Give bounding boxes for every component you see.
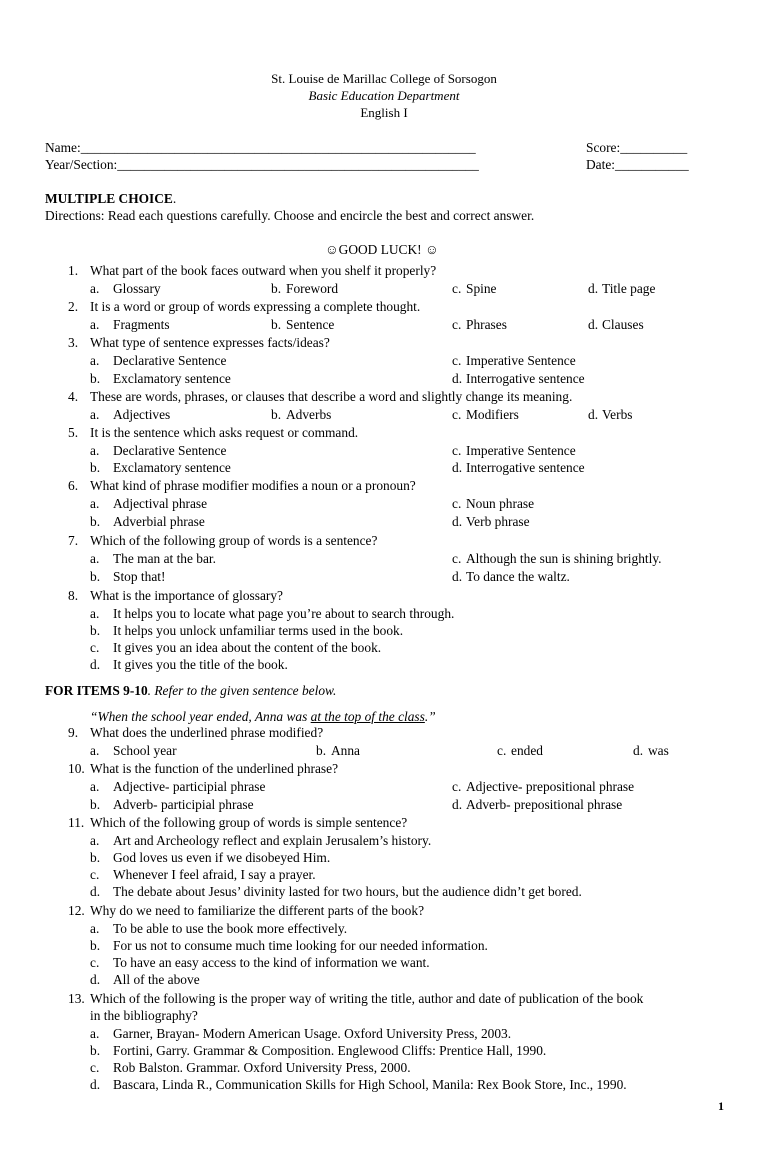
option-text: Modifiers — [466, 407, 519, 422]
option-letter: d. — [633, 743, 644, 758]
option-letter: d. — [588, 407, 599, 422]
option-text: Phrases — [466, 317, 507, 332]
option-letter: a. — [90, 833, 100, 848]
question-text: What type of sentence expresses facts/ideas? — [90, 335, 330, 350]
option-letter: b. — [90, 797, 101, 812]
option-text: Verb phrase — [466, 514, 530, 529]
question-number: 3. — [68, 335, 79, 350]
option-letter: d. — [90, 884, 101, 899]
option-letter: d. — [588, 317, 599, 332]
subject-name: English I — [360, 105, 408, 120]
question-number: 12. — [68, 903, 85, 918]
section-title-text: MULTIPLE CHOICE — [45, 191, 173, 206]
option-text: Declarative Sentence — [113, 353, 227, 368]
question-text: What does the underlined phrase modified? — [90, 725, 324, 740]
option-letter: c. — [452, 551, 462, 566]
option-text: Adjective- participial phrase — [113, 779, 266, 794]
items-9-10-label: FOR ITEMS 9-10 — [45, 683, 148, 698]
option-text: To dance the waltz. — [466, 569, 570, 584]
question-number: 4. — [68, 389, 79, 404]
option-text: Adverb- prepositional phrase — [466, 797, 623, 812]
section-title-punct: . — [172, 191, 177, 206]
question-text: What is the importance of glossary? — [90, 588, 283, 603]
option-text: To have an easy access to the kind of information we want. — [113, 955, 430, 970]
option-text: Bascara, Linda R., Communication Skills for High School, Manila: Rex Book Store, Inc., 1990. — [113, 1077, 627, 1092]
question-text: Which of the following group of words is simple sentence? — [90, 815, 408, 830]
option-letter: d. — [452, 371, 463, 386]
option-text: Imperative Sentence — [466, 443, 576, 458]
question-number: 6. — [68, 478, 79, 493]
option-text: Adjectival phrase — [113, 496, 208, 511]
option-letter: b. — [271, 281, 282, 296]
option-text: Rob Balston. Grammar. Oxford University Press, 2000. — [113, 1060, 411, 1075]
option-letter: c. — [90, 955, 100, 970]
option-text: All of the above — [113, 972, 200, 987]
option-text: Noun phrase — [466, 496, 535, 511]
option-letter: c. — [90, 640, 100, 655]
option-letter: d. — [90, 657, 101, 672]
question-text: What is the function of the underlined phrase? — [90, 761, 339, 776]
option-text: Adverb- participial phrase — [113, 797, 254, 812]
question-number: 11. — [68, 815, 85, 830]
option-text: Clauses — [602, 317, 644, 332]
good-luck: ☺GOOD LUCK! ☺ — [325, 242, 439, 257]
option-letter: d. — [452, 460, 463, 475]
option-letter: d. — [452, 514, 463, 529]
option-text: Although the sun is shining brightly. — [466, 551, 662, 566]
question-number: 5. — [68, 425, 79, 440]
option-text: Exclamatory sentence — [113, 371, 231, 386]
option-letter: a. — [90, 1026, 100, 1041]
option-text: Imperative Sentence — [466, 353, 576, 368]
option-letter: a. — [90, 407, 100, 422]
question-number: 13. — [68, 991, 85, 1006]
department-name: Basic Education Department — [308, 88, 460, 103]
option-text: Adjectives — [113, 407, 171, 422]
question-number: 2. — [68, 299, 79, 314]
option-letter: a. — [90, 743, 100, 758]
option-letter: c. — [452, 317, 462, 332]
section-title — [45, 190, 176, 207]
option-letter: b. — [90, 371, 101, 386]
option-letter: b. — [90, 1043, 101, 1058]
option-text: Verbs — [602, 407, 633, 422]
option-text: Title page — [602, 281, 656, 296]
question-text-continued: in the bibliography? — [90, 1008, 198, 1023]
option-text: was — [648, 743, 669, 758]
option-letter: b. — [90, 569, 101, 584]
option-letter: c. — [452, 443, 462, 458]
option-text: The debate about Jesus’ divinity lasted for two hours, but the audience didn’t get bored. — [113, 884, 582, 899]
question-text: What part of the book faces outward when you shelf it properly? — [90, 263, 437, 278]
option-text: Fortini, Garry. Grammar & Composition. Englewood Cliffs: Prentice Hall, 1990. — [113, 1043, 547, 1058]
option-text: It gives you the title of the book. — [113, 657, 288, 672]
option-letter: d. — [588, 281, 599, 296]
option-letter: c. — [497, 743, 507, 758]
option-text: It helps you to locate what page you’re about to search through. — [113, 606, 455, 621]
question-number: 1. — [68, 263, 79, 278]
option-text: Interrogative sentence — [466, 371, 585, 386]
option-text: Declarative Sentence — [113, 443, 227, 458]
option-letter: c. — [452, 281, 462, 296]
option-text: Adjective- prepositional phrase — [466, 779, 635, 794]
directions: Directions: Read each questions carefully. Choose and encircle the best and correct answer. — [45, 208, 535, 223]
option-letter: c. — [90, 1060, 100, 1075]
option-text: It gives you an idea about the content of the book. — [113, 640, 382, 655]
option-letter: c. — [90, 867, 100, 882]
option-text: Foreword — [286, 281, 339, 296]
option-letter: b. — [90, 850, 101, 865]
option-letter: a. — [90, 606, 100, 621]
question-text: Which of the following is the proper way of writing the title, author and date of publication of the book — [90, 991, 644, 1006]
option-letter: a. — [90, 551, 100, 566]
question-number: 9. — [68, 725, 79, 740]
option-letter: b. — [90, 460, 101, 475]
option-letter: c. — [452, 407, 462, 422]
question-text: These are words, phrases, or clauses that describe a word and slightly change its meaning. — [90, 389, 573, 404]
option-text: To be able to use the book more effectively. — [113, 921, 348, 936]
items-9-10-instruction: . Refer to the given sentence below. — [147, 683, 337, 698]
option-letter: d. — [90, 1077, 101, 1092]
question-text: What kind of phrase modifier modifies a noun or a pronoun? — [90, 478, 416, 493]
option-text: Exclamatory sentence — [113, 460, 231, 475]
option-letter: d. — [90, 972, 101, 987]
option-letter: b. — [271, 317, 282, 332]
option-letter: d. — [452, 797, 463, 812]
option-text: Spine — [466, 281, 497, 296]
option-letter: c. — [452, 496, 462, 511]
question-text: Why do we need to familiarize the different parts of the book? — [90, 903, 425, 918]
option-text: Art and Archeology reflect and explain Jerusalem’s history. — [113, 833, 432, 848]
option-text: The man at the bar. — [113, 551, 216, 566]
question-number: 8. — [68, 588, 79, 603]
option-text: It helps you unlock unfamiliar terms used in the book. — [113, 623, 404, 638]
question-text: Which of the following group of words is a sentence? — [90, 533, 378, 548]
option-letter: a. — [90, 496, 100, 511]
option-letter: c. — [452, 779, 462, 794]
page-number: 1 — [718, 1099, 724, 1113]
option-letter: a. — [90, 921, 100, 936]
question-text: It is a word or group of words expressing a complete thought. — [90, 299, 421, 314]
date-field: Date:___________ — [586, 157, 689, 172]
question-number: 10. — [68, 761, 85, 776]
option-text: Adverbial phrase — [113, 514, 205, 529]
school-name: St. Louise de Marillac College of Sorsogon — [271, 71, 497, 86]
option-text: Interrogative sentence — [466, 460, 585, 475]
option-text: Adverbs — [286, 407, 332, 422]
option-text: Glossary — [113, 281, 161, 296]
option-text: ended — [511, 743, 543, 758]
sentence-underlined-phrase: at the top of the class — [310, 709, 425, 724]
option-letter: b. — [90, 938, 101, 953]
option-text: Stop that! — [113, 569, 166, 584]
score-field: Score:__________ — [586, 140, 688, 155]
question-text: It is the sentence which asks request or command. — [90, 425, 359, 440]
option-text: School year — [113, 743, 177, 758]
sentence-after: .” — [424, 709, 436, 724]
option-text: Garner, Brayan- Modern American Usage. Oxford University Press, 2003. — [113, 1026, 512, 1041]
given-sentence — [90, 708, 436, 725]
option-text: Fragments — [113, 317, 170, 332]
option-letter: a. — [90, 353, 100, 368]
option-text: Whenever I feel afraid, I say a prayer. — [113, 867, 316, 882]
option-letter: a. — [90, 281, 100, 296]
option-letter: b. — [90, 514, 101, 529]
option-letter: b. — [316, 743, 327, 758]
option-text: For us not to consume much time looking for our needed information. — [113, 938, 488, 953]
option-letter: b. — [90, 623, 101, 638]
option-text: God loves us even if we disobeyed Him. — [113, 850, 331, 865]
option-letter: d. — [452, 569, 463, 584]
question-number: 7. — [68, 533, 79, 548]
option-letter: a. — [90, 317, 100, 332]
items-9-10-heading — [45, 682, 336, 699]
year-section-field: Year/Section:______________________________________________________ — [45, 157, 479, 172]
name-field: Name:___________________________________________________________ — [45, 140, 476, 155]
option-letter: a. — [90, 443, 100, 458]
option-letter: c. — [452, 353, 462, 368]
sentence-before: “When the school year ended, Anna was — [90, 709, 311, 724]
option-text: Anna — [331, 743, 361, 758]
option-letter: b. — [271, 407, 282, 422]
option-letter: a. — [90, 779, 100, 794]
option-text: Sentence — [286, 317, 335, 332]
